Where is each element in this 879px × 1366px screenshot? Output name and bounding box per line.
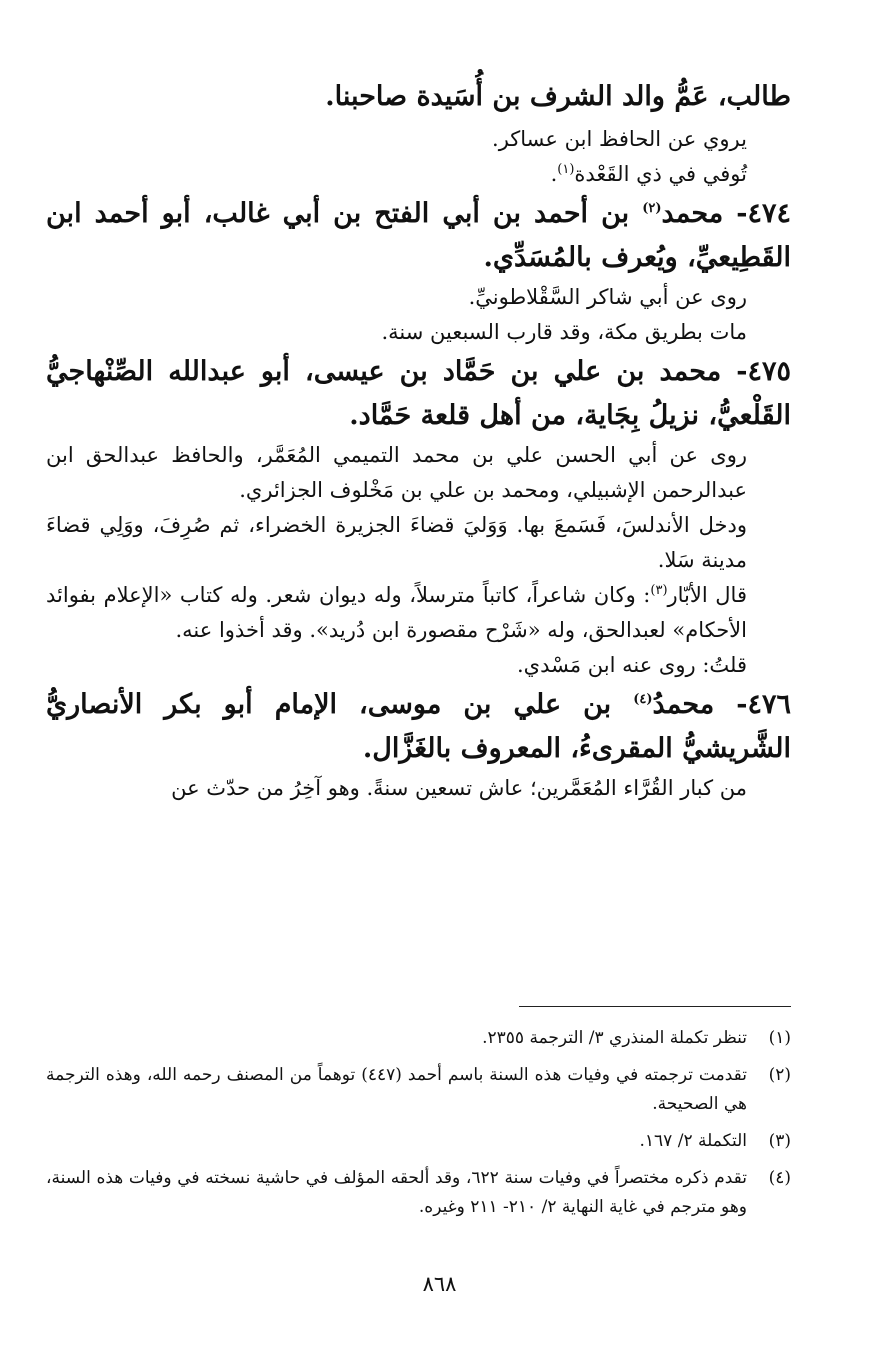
paragraph: من كبار القُرَّاء المُعَمَّرين؛ عاش تسعين سنةً. وهو آخِرُ من حدّث عن <box>171 776 747 800</box>
footnote <box>46 1164 791 1222</box>
paragraph: قلتُ: روى عنه ابن مَسْدي. <box>516 653 747 677</box>
continuation-heading: طالب، عَمُّ والد الشرف بن أُسَيدة صاحبنا. <box>325 81 791 112</box>
footnote-text: تقدمت ترجمته في وفيات هذه السنة باسم أحمد (٤٤٧) توهماً من المصنف رحمه الله، وهذه الترجمة هي الصحيحة. <box>46 1065 747 1114</box>
footnote-ref[interactable]: (١) <box>557 162 575 177</box>
footnote-text: تنظر تكملة المنذري ٣/ الترجمة ٢٣٥٥. <box>482 1028 747 1048</box>
footnote-separator <box>519 1006 791 1007</box>
footnotes <box>46 1024 791 1230</box>
paragraph: مات بطريق مكة، وقد قارب السبعين سنة. <box>381 320 747 344</box>
footnote-ref[interactable]: (٤) <box>633 692 653 707</box>
footnote-ref[interactable]: (٣) <box>650 583 668 598</box>
paragraph: روى عن أبي شاكر السَّقْلاطونيِّ. <box>468 285 747 309</box>
entry-heading-474: ٤٧٤- محمد$^{(٢)}$ بن أحمد بن أبي الفتح بن أبي غالب، أبو أحمد ابن القَطِيعيِّ، ويُعرف بالمُسَدِّي. <box>46 198 791 273</box>
footnote <box>46 1024 791 1053</box>
paragraph: قال الأبّار$^{(٣)}$: وكان شاعراً، كاتباً مترسلاً، وله ديوان شعر. وله كتاب «الإعلام بفوائد الأحكام» لعبدالحق، وله «شَرْح مقصورة ابن دُريد». وقد أخذوا عنه. <box>46 583 747 642</box>
footnote-number: (٣) <box>768 1131 791 1151</box>
paragraph: ودخل الأندلسَ، فَسَمعَ بها. وَوَليَ قضاءَ الجزيرة الخضراء، ثم صُرِفَ، ووَلِي قضاءَ مدينة سَلا. <box>46 513 747 572</box>
footnote-text: تقدم ذكره مختصراً في وفيات سنة ٦٢٢، وقد ألحقه المؤلف في حاشية نسخته في وفيات هذه السنة، وهو مترجم في غاية النهاية ٢/ ٢١٠- ٢١١ وغيره. <box>46 1168 747 1217</box>
paragraph: يروي عن الحافظ ابن عساكر. <box>492 127 747 151</box>
paragraph: تُوفي في ذي القَعْدة$^{(١)}$. <box>550 162 747 186</box>
footnote <box>46 1061 791 1119</box>
entry-heading-476: ٤٧٦- محمدُ$^{(٤)}$ بن علي بن موسى، الإمام أبو بكر الأنصاريُّ الشَّريشيُّ المقرىءُ، المعروف بالغَزَّال. <box>46 689 792 764</box>
page-number: ٨٦٨ <box>422 1272 457 1296</box>
paragraph: روى عن أبي الحسن علي بن محمد التميمي المُعَمَّر، والحافظ عبدالحق ابن عبدالرحمن الإشبيلي، ومحمد بن علي بن مَخْلوف الجزائري. <box>46 443 747 502</box>
footnote-number: (٤) <box>768 1168 791 1188</box>
footnote-number: (١) <box>768 1028 791 1048</box>
main-text <box>46 72 791 806</box>
footnote-ref[interactable]: (٢) <box>642 201 662 216</box>
footnote-number: (٢) <box>768 1065 791 1085</box>
footnote <box>46 1127 791 1156</box>
entry-heading-475: ٤٧٥- محمد بن علي بن حَمَّاد بن عيسى، أبو عبدالله الصِّنْهاجيُّ القَلْعيُّ، نزيلُ بِجَاية، من أهل قلعة حَمَّاد. <box>46 356 791 431</box>
footnote-text: التكملة ٢/ ١٦٧. <box>639 1131 747 1151</box>
